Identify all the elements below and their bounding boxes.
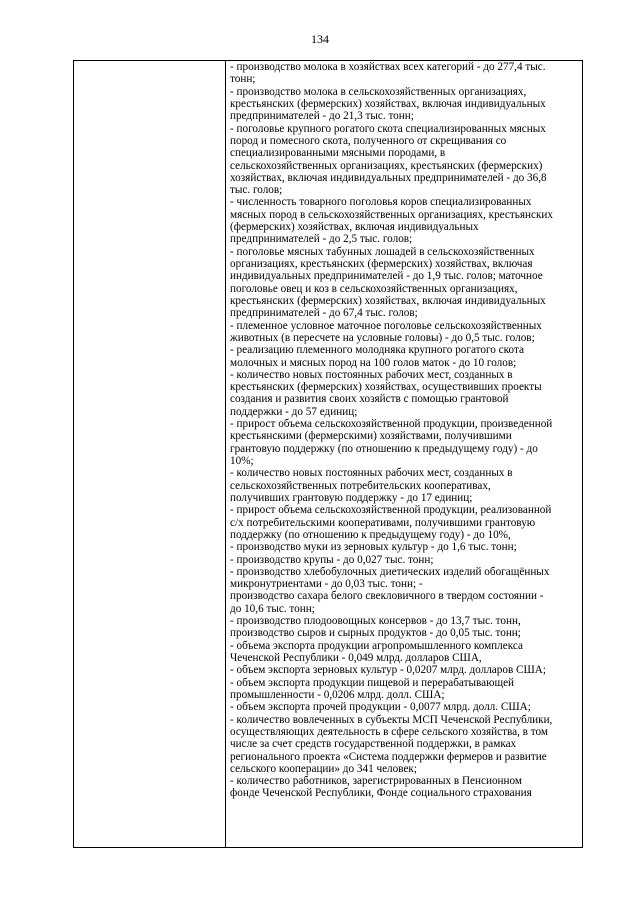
text-line: - производство молока в сельскохозяйственных организациях, xyxy=(230,85,527,98)
text-line: предпринимателей - до 21,3 тыс. тонн; xyxy=(230,110,414,123)
table-right-column xyxy=(226,61,582,847)
text-line: производство сахара белого свекловичного в твердом состоянии - xyxy=(230,590,544,603)
text-line: пород и помесного скота, полученного от скрещивания со xyxy=(230,134,507,147)
text-line: - прирост объема сельскохозяйственной продукции, произведенной xyxy=(230,418,553,431)
text-line: производство сыров и сырных продуктов - до 0,05 тыс. тонн; xyxy=(230,627,521,640)
text-line: фонде Чеченской Республики, Фонде социального страхования xyxy=(230,787,532,800)
text-line: крестьянских (фермерских) хозяйствах, включая индивидуальных xyxy=(230,294,546,307)
text-line: - поголовье крупного рогатого скота специализированных мясных xyxy=(230,122,546,135)
text-line: - производство хлебобулочных диетических изделий обогащённых xyxy=(230,565,550,578)
text-line: - объем экспорта продукции пищевой и перерабатывающей xyxy=(230,676,515,689)
page-number: 134 xyxy=(311,32,329,46)
text-line: тонн; xyxy=(230,73,256,86)
text-line: - количество вовлеченных в субъекты МСП Чеченской Республики, xyxy=(230,713,553,726)
text-line: предпринимателей - до 67,4 тыс. голов; xyxy=(230,307,418,320)
text-line: (фермерских) хозяйствах, включая индивидуальных xyxy=(230,221,479,234)
text-line: - объем экспорта зерновых культур - 0,0207 млрд. долларов США; xyxy=(230,664,546,677)
text-line: хозяйствах, включая индивидуальных предпринимателей - до 36,8 xyxy=(230,171,547,184)
text-line: промышленности - 0,0206 млрд. долл. США; xyxy=(230,688,445,701)
text-line: сельскохозяйственных потребительских кооперативах, xyxy=(230,479,491,492)
text-line: поддержку (по отношению к предыдущему году) - до 10%, xyxy=(230,528,511,541)
document-table xyxy=(73,60,583,848)
text-line: тыс. голов; xyxy=(230,184,283,197)
text-line: осуществляющих деятельность в сфере сельского хозяйства, в том xyxy=(230,725,548,738)
text-line: - производство крупы - до 0,027 тыс. тонн; xyxy=(230,553,434,566)
table-left-column xyxy=(74,61,226,847)
text-line: организациях, крестьянских (фермерских) хозяйствах, включая xyxy=(230,258,533,270)
text-line: - численность товарного поголовья коров специализированных xyxy=(230,196,532,209)
text-line: поголовье овец и коз в сельскохозяйственных организациях, xyxy=(230,282,518,295)
text-line: специализированными мясными породами, в xyxy=(230,147,446,160)
text-line: Чеченской Республики - 0,049 млрд. долларов США, xyxy=(230,652,482,664)
text-line: с/х потребительскими кооперативами, получившими грантовую xyxy=(230,516,536,529)
text-line: крестьянских (фермерских) хозяйствах, осуществивших проекты xyxy=(230,381,542,394)
text-line: - объем экспорта прочей продукции - 0,0077 млрд. долл. США; xyxy=(230,701,531,714)
text-line: - количество новых постоянных рабочих мест, созданных в xyxy=(230,467,513,480)
text-line: - производство молока в хозяйствах всех категорий - до 277,4 тыс. xyxy=(230,61,546,73)
text-line: - реализацию племенного молодняка крупного рогатого скота xyxy=(230,344,524,357)
text-line: микронутриентами - до 0,03 тыс. тонн; - xyxy=(230,578,423,591)
text-line: - производство плодоовощных консервов - до 13,7 тыс. тонн, xyxy=(230,615,521,628)
text-line: - объема экспорта продукции агропромышленного комплекса xyxy=(230,639,523,652)
text-line: создания и развития своих хозяйств с помощью грантовой xyxy=(230,393,509,406)
text-line: - племенное условное маточное поголовье сельскохозяйственных xyxy=(230,319,542,332)
text-line: регионального проекта «Система поддержки фермеров и развитие xyxy=(230,750,547,763)
text-line: предпринимателей - до 2,5 тыс. голов; xyxy=(230,233,413,246)
text-line: молочных и мясных пород на 100 голов маток - до 10 голов; xyxy=(230,356,517,369)
text-line: - производство муки из зерновых культур - до 1,6 тыс. тонн; xyxy=(230,541,517,554)
text-line: 10%; xyxy=(230,455,254,467)
text-line: - поголовье мясных табунных лошадей в сельскохозяйственных xyxy=(230,245,535,258)
text-line: крестьянскими (фермерскими) хозяйствами, получившими xyxy=(230,430,512,443)
text-line: поддержки - до 57 единиц; xyxy=(230,405,358,418)
text-line: сельского кооперации» до 341 человек; xyxy=(230,762,417,775)
text-line: крестьянских (фермерских) хозяйствах, включая индивидуальных xyxy=(230,97,546,110)
text-line: числе за счет средств государственной поддержки, в рамках xyxy=(230,738,517,751)
text-line: сельскохозяйственных организациях, крестьянских (фермерских) xyxy=(230,159,543,172)
text-line: получивших грантовую поддержку - до 17 единиц; xyxy=(230,491,473,504)
text-line: - количество работников, зарегистрированных в Пенсионном xyxy=(230,775,522,788)
text-line: - количество новых постоянных рабочих мест, созданных в xyxy=(230,368,513,381)
text-line: до 10,6 тыс. тонн; xyxy=(230,602,315,615)
text-line: индивидуальных предпринимателей - до 1,9 тыс. голов; маточное xyxy=(230,270,543,283)
text-line: животных (в пересчете на условные головы) - до 0,5 тыс. голов; xyxy=(230,331,535,344)
text-line: - прирост объема сельскохозяйственной продукции, реализованной xyxy=(230,504,552,517)
text-line: мясных пород в сельскохозяйственных организациях, крестьянских xyxy=(230,208,553,221)
text-line: грантовую поддержку (по отношению к предыдущему году) - до xyxy=(230,442,538,455)
